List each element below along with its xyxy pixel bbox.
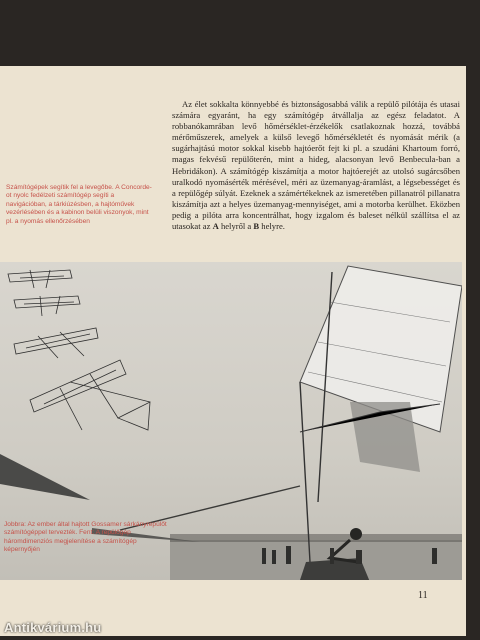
main-paragraph-mid: helyről a: [218, 221, 254, 232]
dark-wing-left: [0, 454, 90, 500]
book-page: [0, 66, 466, 636]
main-paragraph-body: Az élet sokkalta könnyebbé és biztonságosabbá válik a repülő pilótája és utasai számára egyaránt, ha egy számítógép átvállalja az egész feladatot. A robbanókamrában levő hőmérséklet-érzékelők csatlakoznak hozzá, továbbá mérőműszerek, amelyek a külső levegő hőmérsékletét és nyomását mérik (a sugárhajtású motor sokkal kisebb hajtóerőt fejt ki pl. a szudáni Khartoum forró, magas fekvésű repülőterén, mint a hideg, alacsonyan levő Benbecula-ban a Hebridákon). A számítógép kiszámítja a motor hajtóerejét az utolsó sugárcsőben uralkodó nyomásérték mérésével, méri az üzemanyag-áramlást, a légsebességet és a repülőgép súlyát. Ezeknek a számértékeknek az ismeretében pillanatról pillanatra kiszámítja azt a helyes üzemanyag-mennyiséget, ami a motorba kerülhet. Eközben pedig a pilóta arra koncentrálhat, hogy izgalom és baleset nélkül szállítsa el az utasokat az: [172, 99, 460, 232]
point-a: A: [212, 221, 219, 232]
wireframe-plane-2: [14, 296, 80, 316]
watermark-logo: Antikvárium.hu: [4, 620, 102, 635]
pilot-head: [350, 528, 362, 540]
point-b: B: [253, 221, 260, 232]
wireframe-aircraft-group: [8, 270, 150, 430]
wireframe-plane-4: [30, 360, 150, 430]
bottom-caption: Jobbra: Az ember által hajtott Gossamer sárkányrepülőt számítógéppel tervezték. Fent: A repülőgép háromdimenziós megjelenítése a számítógép képernyőjén: [4, 521, 167, 554]
main-paragraph: [172, 99, 460, 232]
main-paragraph-end: helyre.: [259, 221, 285, 232]
top-caption: Számítógépek segítik fel a levegőbe. A Concorde-ot nyolc fedélzeti számítógép segíti a navigációban, a tárkiúzésben, a hajtóművek vezérlésében és a kabinon belüli viszonyok, mint pl. a nyomás ellenőrzésében: [6, 184, 152, 225]
horizon-treeline: [170, 534, 462, 542]
main-text-block: [172, 99, 460, 232]
wireframe-plane-3: [14, 328, 98, 358]
page-number: 11: [418, 590, 428, 601]
wireframe-plane-1: [8, 270, 72, 288]
gossamer-aircraft: [300, 266, 462, 580]
